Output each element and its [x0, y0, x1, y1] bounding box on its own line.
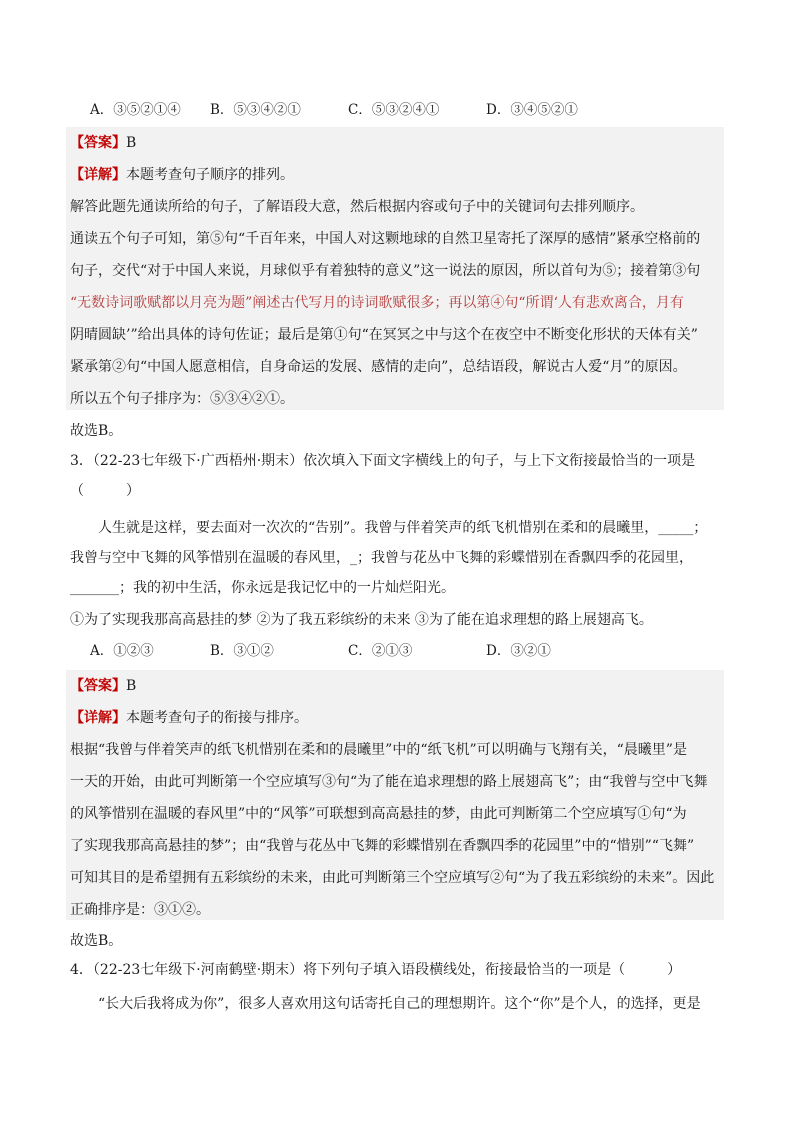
q2-detail-text: 通读五个句子可知，第⑤句“千百年来，中国人对这颗地球的自然卫星寄托了深厚的感情”紧承空格前的 [70, 231, 701, 247]
q2-detail-text: 解答此题先通读所给的句子，了解语段大意，然后根据内容或句子中的关键词句去排列顺序。 [70, 199, 644, 215]
q2-detail-text: 所以五个句子排序为：⑤③④②①。 [70, 391, 294, 407]
q2-detail-text: 句子，交代“对于中国人来说，月球似乎有着独特的意义”这一说法的原因，所以首句为⑤；接着第③句 [70, 263, 701, 279]
q3-option-c: C．②①③ [348, 643, 413, 659]
q3-title: 3．（22-23七年级下·广西梧州·期末）依次填入下面文字横线上的句子，与上下文衔接最恰当的一项是 [70, 453, 696, 469]
q3-detail-line [70, 702, 730, 734]
q3-option-a: A．①②③ [90, 643, 154, 659]
detail-tag: 【详解】 [70, 167, 126, 183]
q3-passage: 人生就是这样，要去面对一次次的“告别”。我曾与伴着笑声的纸飞机惜别在柔和的晨曦里，_____； [70, 520, 708, 536]
q4-passage: “长大后我将成为你”，很多人喜欢用这句话寄托自己的理想期许。这个“你”是个人，的选择，更是 [70, 996, 701, 1012]
answer-tag: 【答案】 [70, 135, 126, 151]
q3-detail-text: 根据“我曾与伴着笑声的纸飞机惜别在柔和的晨曦里”中的“纸飞机”可以明确与飞翔有关，“晨曦里”是 [70, 742, 687, 758]
answer-value: B [126, 678, 137, 694]
detail-tag: 【详解】 [70, 710, 126, 726]
q3-paren: （ ） [70, 483, 140, 499]
q2-detail-text: 紧承第②句“中国人愿意相信，自身命运的发展、感情的走向”，总结语段，解说古人爱“月”的原因。 [70, 359, 687, 375]
q3-detail-text: 正确排序是：③①②。 [70, 902, 210, 918]
q2-option-c: C．⑤③②④① [348, 102, 440, 118]
q3-detail-text: 的风筝惜别在温暖的春风里”中的“风筝”可联想到高高悬挂的梦，由此可判断第二个空应填写①句“为 [70, 806, 687, 822]
q3-passage: _______；我的初中生活，你永远是我记忆中的一片灿烂阳光。 [70, 580, 455, 596]
q2-answer-line [70, 127, 730, 159]
q3-options [90, 638, 650, 664]
answer-tag: 【答案】 [70, 678, 126, 694]
q2-detail-text: 阴晴圆缺’”给出具体的诗句佐证；最后是第①句“在冥冥之中与这个在夜空中不断变化形状的天体有关” [70, 327, 698, 343]
q2-option-a: A．③⑤②①④ [90, 102, 181, 118]
q3-detail-text: 可知其目的是希望拥有五彩缤纷的未来，由此可判断第三个空应填写②句“为了我五彩缤纷的未来”。因此 [70, 870, 715, 886]
q3-conclusion: 故选B。 [70, 933, 123, 949]
q2-detail-line [70, 159, 730, 191]
detail-first: 本题考查句子顺序的排列。 [126, 167, 294, 183]
q3-option-d: D．③②① [486, 643, 551, 659]
q2-option-d: D．③④⑤②① [486, 102, 578, 118]
q3-detail-text: 一天的开始，由此可判断第一个空应填写③句“为了能在追求理想的路上展翅高飞”；由“我曾与空中飞舞 [70, 774, 708, 790]
q4-title: 4．（22-23七年级下·河南鹤壁·期末）将下列句子填入语段横线处，衔接最恰当的一项是（ ） [70, 962, 682, 978]
q2-detail-text: “无数诗词歌赋都以月亮为题”阐述古代写月的诗词歌赋很多；再以第④句“所谓‘人有悲欢离合，月有 [70, 295, 684, 311]
detail-first: 本题考查句子的衔接与排序。 [126, 710, 308, 726]
q2-options [90, 97, 650, 123]
q2-conclusion: 故选B。 [70, 423, 123, 439]
q3-detail-text: 了实现我那高高悬挂的梦”；由“我曾与花丛中飞舞的彩蝶惜别在香飘四季的花园里”中的“惜别”“飞舞” [70, 838, 695, 854]
q3-passage: 我曾与空中飞舞的风筝惜别在温暖的春风里，_；我曾与花丛中飞舞的彩蝶惜别在香飘四季的花园里， [70, 550, 693, 566]
q3-option-b: B．③①② [210, 643, 274, 659]
q2-option-b: B．⑤③④②① [210, 102, 301, 118]
answer-value: B [126, 135, 137, 151]
q3-answer-line [70, 670, 730, 702]
q3-choices: ①为了实现我那高高悬挂的梦 ②为了我五彩缤纷的未来 ③为了能在追求理想的路上展翅高飞。 [70, 612, 653, 628]
